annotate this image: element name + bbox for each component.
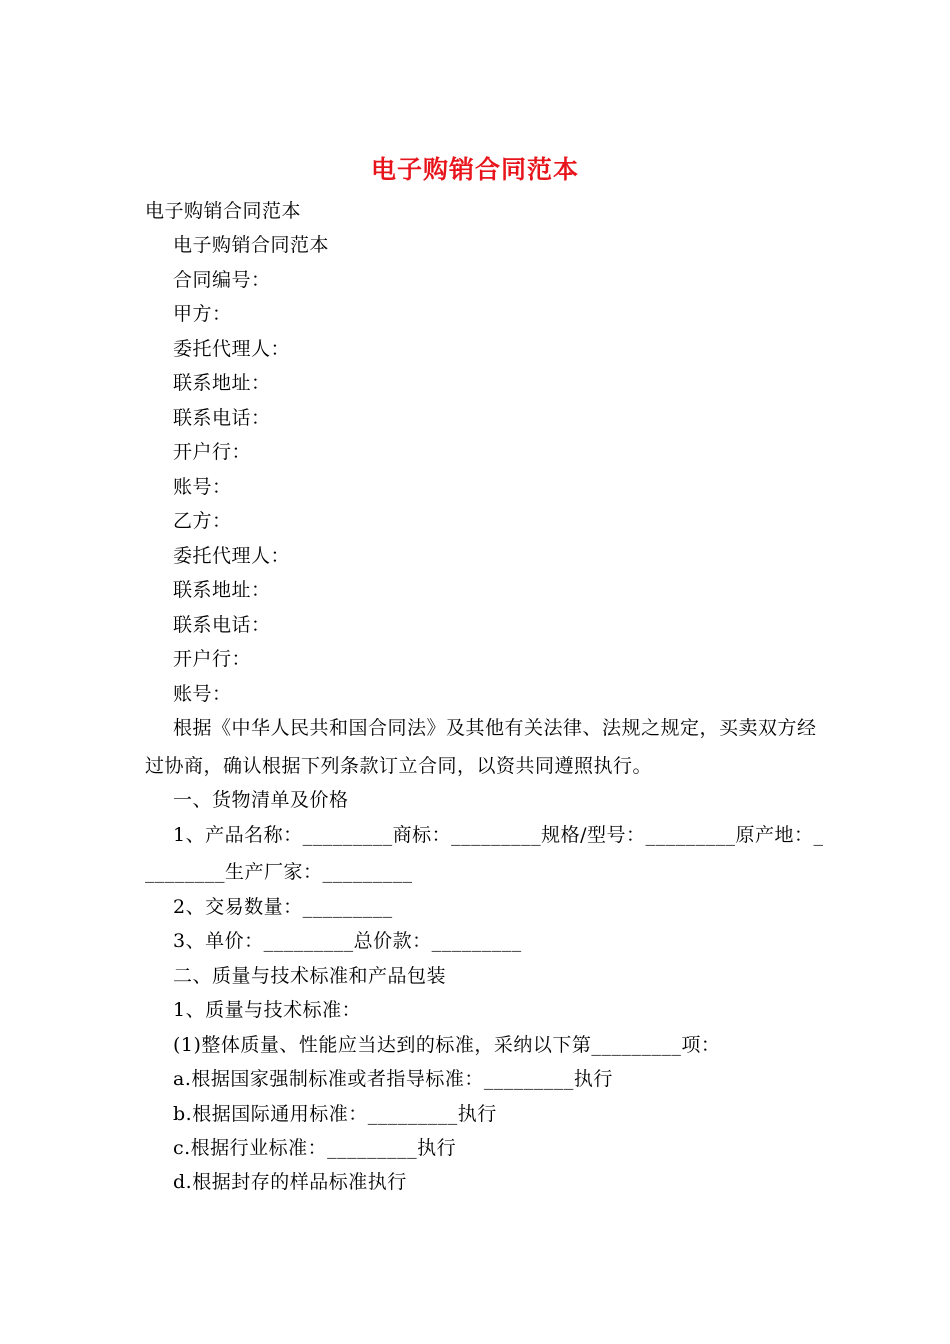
doc-line: b.根据国际通用标准：_________执行 xyxy=(173,1103,497,1125)
doc-line: 联系电话： xyxy=(173,407,271,429)
doc-line: c.根据行业标准：_________执行 xyxy=(173,1137,457,1159)
doc-line: (1)整体质量、性能应当达到的标准，采纳以下第_________项： xyxy=(173,1034,721,1056)
doc-line: 一、货物清单及价格 xyxy=(173,789,349,811)
doc-line: 电子购销合同范本 xyxy=(173,234,330,256)
doc-line: 甲方： xyxy=(173,303,232,325)
doc-line: 1、质量与技术标准： xyxy=(173,999,362,1021)
document-title: 电子购销合同范本 xyxy=(370,155,579,184)
doc-line: d.根据封存的样品标准执行 xyxy=(173,1171,407,1193)
doc-line: 账号： xyxy=(173,476,232,498)
doc-line: 委托代理人： xyxy=(173,338,291,360)
doc-line: 委托代理人： xyxy=(173,545,291,567)
doc-line: ________生产厂家：_________ xyxy=(145,861,413,883)
doc-line: 电子购销合同范本 xyxy=(145,200,302,222)
doc-line: 联系电话： xyxy=(173,614,271,636)
doc-line: 2、交易数量：_________ xyxy=(173,896,393,918)
doc-line: 开户行： xyxy=(173,648,252,670)
doc-line: a.根据国家强制标准或者指导标准：_________执行 xyxy=(173,1068,613,1090)
doc-line: 合同编号： xyxy=(173,269,271,291)
doc-line: 开户行： xyxy=(173,441,252,463)
doc-line: 3、单价：_________总价款：_________ xyxy=(173,930,522,952)
doc-line: 乙方： xyxy=(173,510,232,532)
doc-line: 账号： xyxy=(173,683,232,705)
doc-line: 1、产品名称：_________商标：_________规格/型号：_________原产地：_ xyxy=(173,824,824,846)
doc-line: 联系地址： xyxy=(173,372,271,394)
doc-line: 过协商，确认根据下列条款订立合同，以资共同遵照执行。 xyxy=(145,755,653,777)
doc-line: 联系地址： xyxy=(173,579,271,601)
doc-line: 根据《中华人民共和国合同法》及其他有关法律、法规之规定，买卖双方经 xyxy=(173,717,817,739)
doc-line: 二、质量与技术标准和产品包装 xyxy=(173,965,447,987)
